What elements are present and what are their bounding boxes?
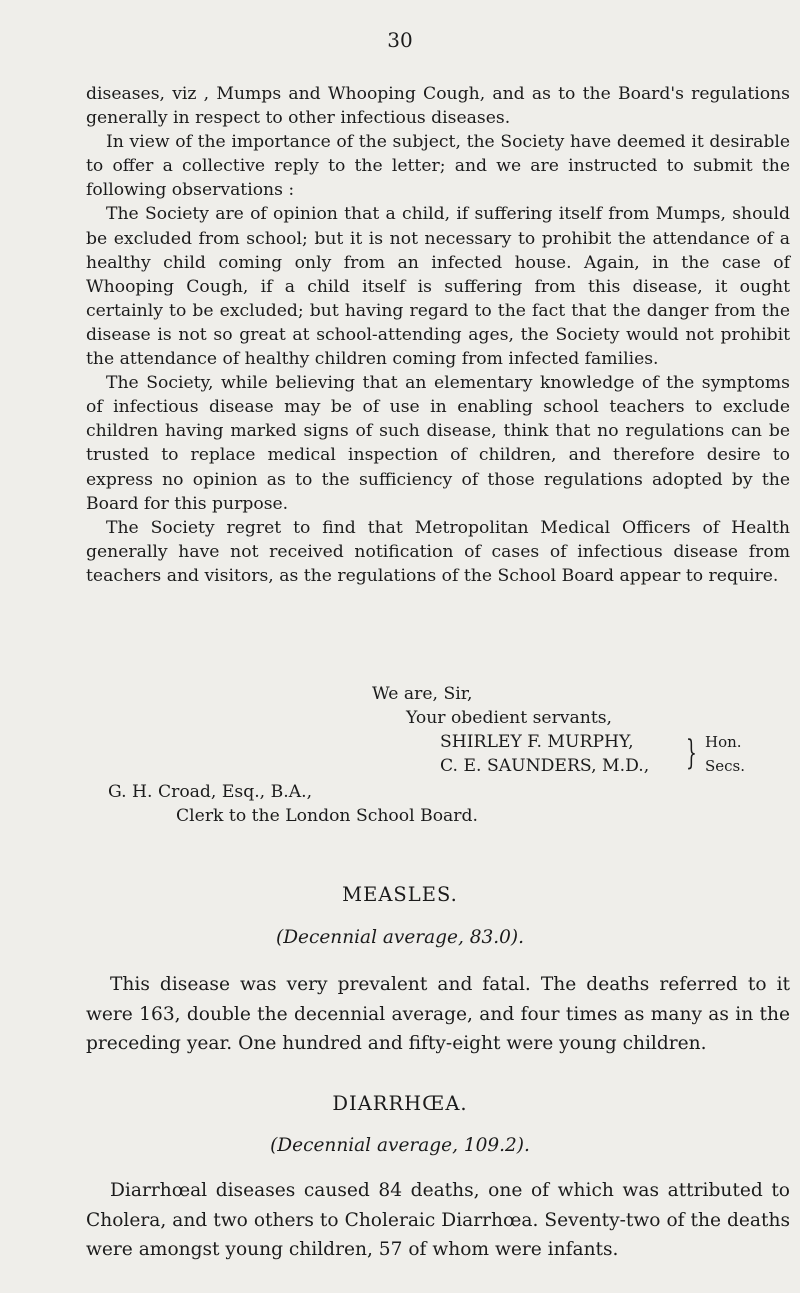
- measles-average: (Decennial average, 83.0).: [275, 927, 525, 948]
- letter-closing: We are, Sir,: [372, 684, 473, 704]
- letter-paragraph: In view of the importance of the subject, the Society have deemed it desirable to offer a collective reply to the letter; and we are instructed to submit the following observations :: [86, 132, 790, 201]
- addressee: G. H. Croad, Esq., B.A.,: [108, 782, 313, 802]
- diarrhoea-heading: DIARRHŒA.: [332, 1092, 468, 1115]
- letter-paragraph: The Society regret to find that Metropolitan Medical Officers of Health generally have not received notification of cases of infectious disease from teachers and visitors, as the regulations of the School Board appear to require.: [86, 517, 790, 586]
- letter-closing-2: Your obedient servants,: [406, 708, 613, 728]
- diarrhoea-text: Diarrhœal diseases caused 84 deaths, one of which was attributed to Cholera, and two others to Choleraic Diarrhœa. Seventy-two of the deaths were amongst young children, 57 of whom were infants.: [86, 1180, 790, 1260]
- measles-paragraph: [86, 970, 790, 1059]
- signatory-role-1: Hon.: [705, 733, 742, 751]
- page-number: 30: [387, 28, 413, 52]
- signatory-brace: }: [686, 733, 697, 773]
- measles-text: This disease was very prevalent and fatal. The deaths referred to it were 163, double the decennial average, and four times as many as in the preceding year. One hundred and fifty-eight were young children.: [86, 974, 790, 1054]
- diarrhoea-average: (Decennial average, 109.2).: [270, 1135, 530, 1156]
- signatory-1: SHIRLEY F. MURPHY,: [440, 732, 634, 752]
- letter-body: [86, 82, 790, 588]
- letter-paragraph: The Society are of opinion that a child, if suffering itself from Mumps, should be excluded from school; but it is not necessary to prohibit the attendance of a healthy child coming only from an infected house. Again, in the case of Whooping Cough, if a child itself is suffering from this disease, it ought certainly to be excluded; but having regard to the fact that the danger from the disease is not so great at school-attending ages, the Society would not prohibit the attendance of healthy children coming from infected families.: [86, 204, 790, 370]
- measles-heading: MEASLES.: [342, 883, 458, 906]
- signatory-role-2: Secs.: [705, 757, 746, 775]
- letter-paragraph: diseases, viz , Mumps and Whooping Cough, and as to the Board's regulations generally in respect to other infectious diseases.: [86, 84, 790, 129]
- diarrhoea-paragraph: [86, 1176, 790, 1265]
- signatory-2: C. E. SAUNDERS, M.D.,: [440, 756, 650, 776]
- addressee-title: Clerk to the London School Board.: [176, 806, 478, 826]
- letter-paragraph: The Society, while believing that an elementary knowledge of the symptoms of infectious disease may be of use in enabling school teachers to exclude children having marked signs of such disease, think that no regulations can be trusted to replace medical inspection of children, and therefore desire to express no opinion as to the sufficiency of those regulations adopted by the Board for this purpose.: [86, 373, 790, 514]
